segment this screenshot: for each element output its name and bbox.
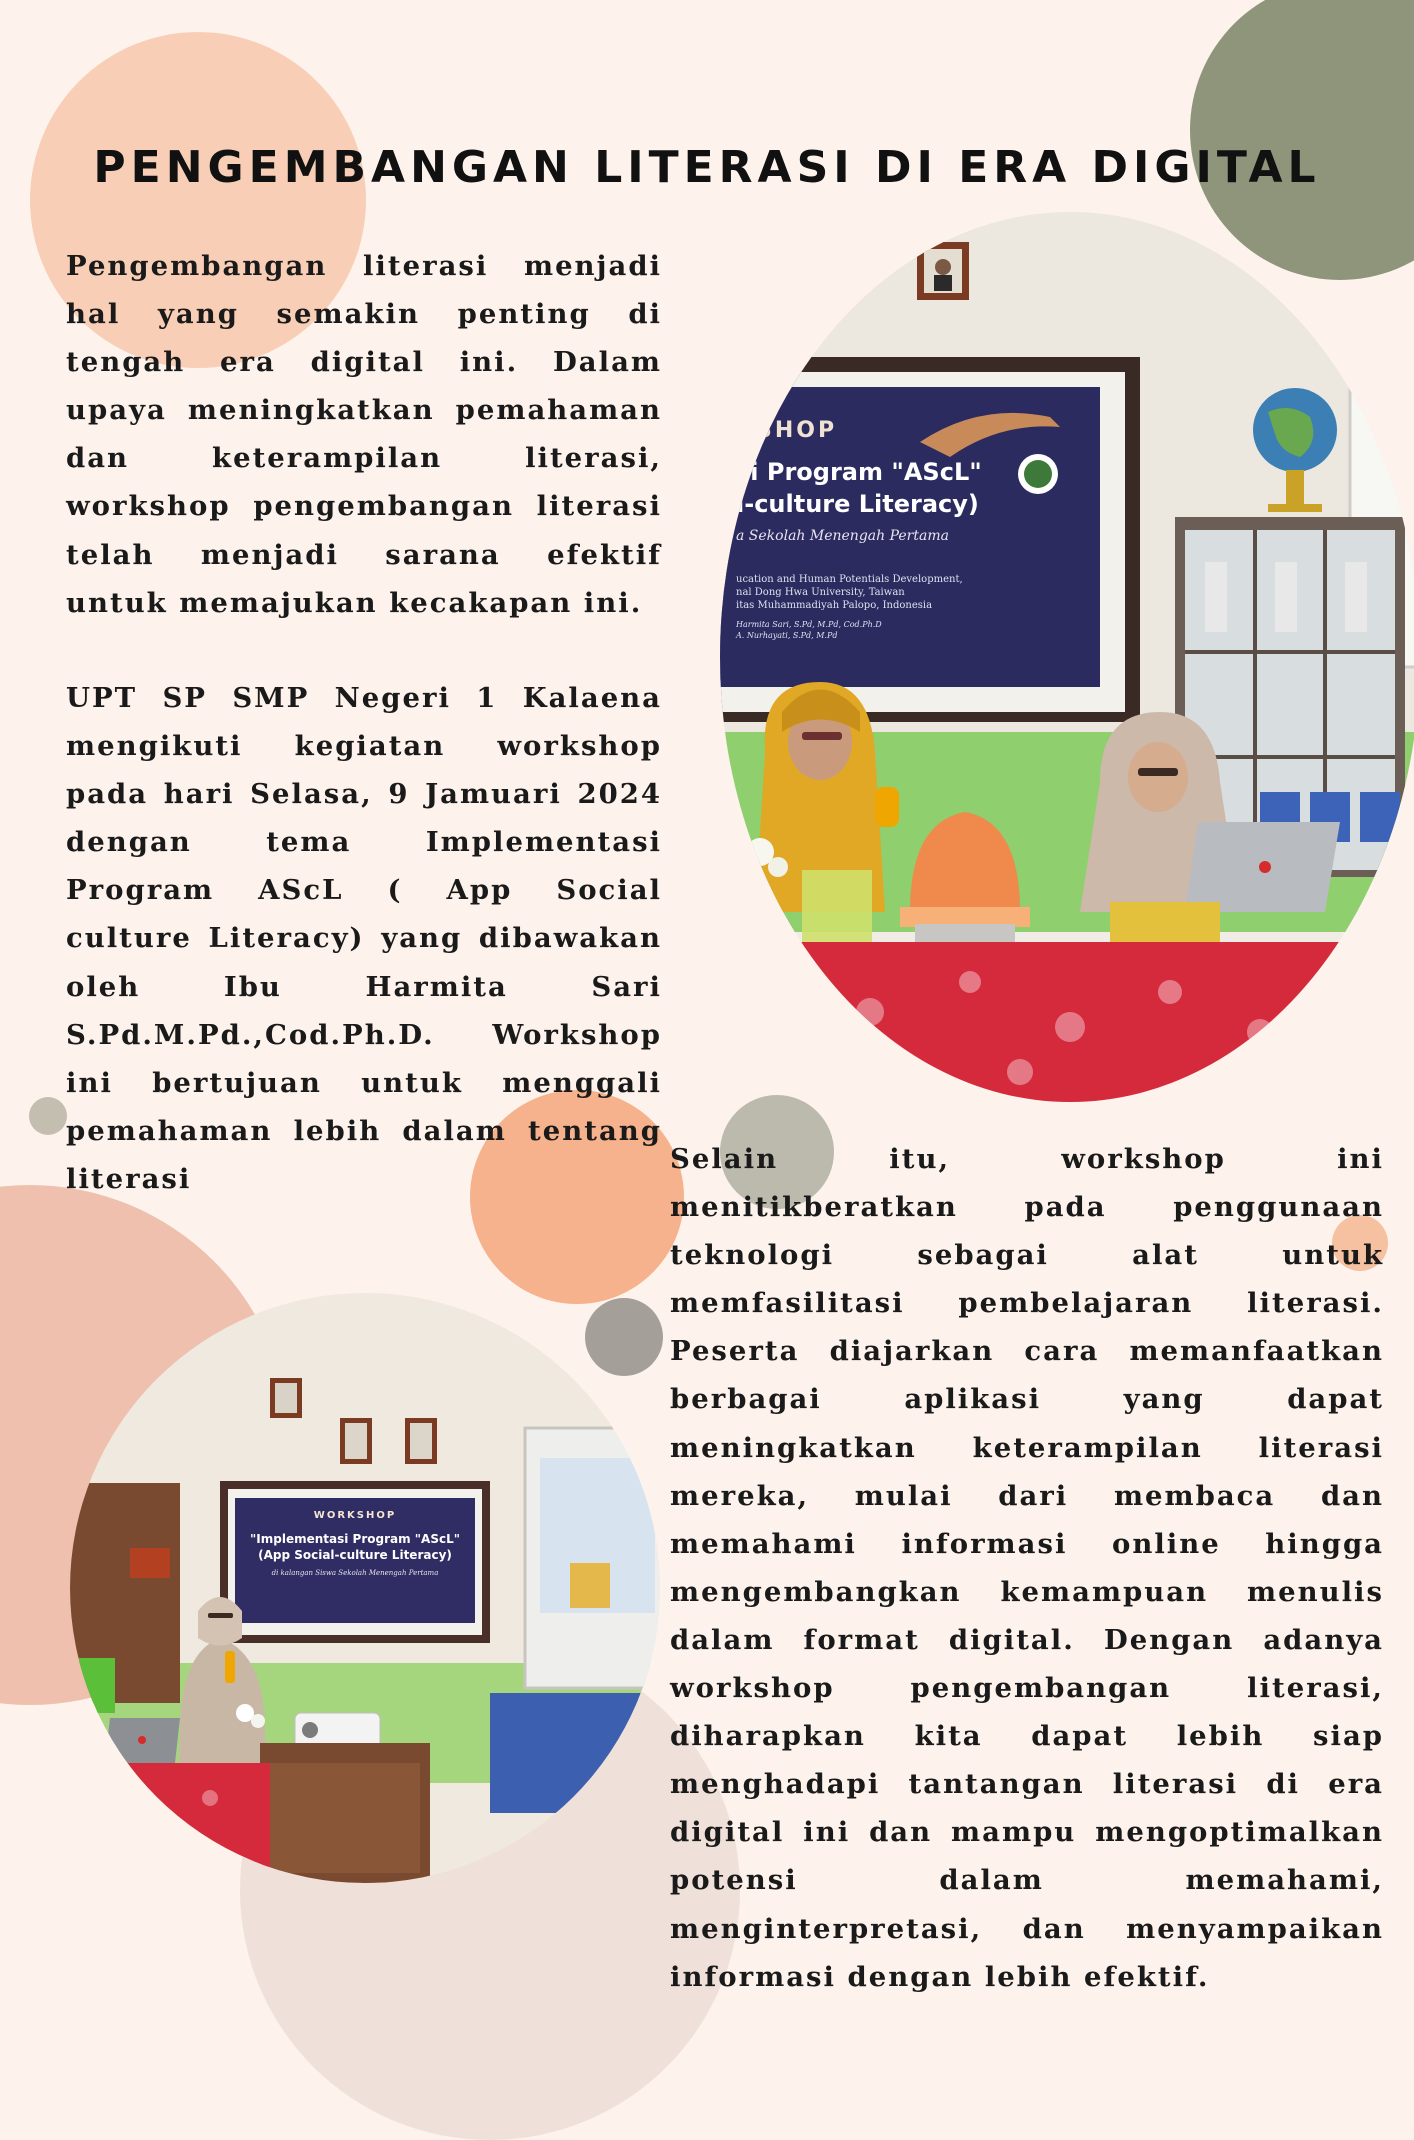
banner2-program-text: "Implementasi Program "AScL"	[250, 1532, 460, 1546]
page-title: PENGEMBANGAN LITERASI DI ERA DIGITAL	[93, 142, 1321, 193]
banner-subtitle-text: a Sekolah Menengah Pertama	[736, 528, 949, 544]
workshop-photo-speakers	[720, 212, 1414, 1102]
technology-paragraph: Selain itu, workshop ini menitikberatkan pada penggunaan teknologi sebagai alat untuk memfasilitasi pembelajaran literasi. Peserta diajarkan cara memanfaatkan berbagai aplikasi yang dapat meningkatkan keterampilan literasi mereka, mulai dari membaca dan memahami informasi online hingga mengembangkan kemampuan menulis dalam format digital. Dengan adanya workshop pengembangan literasi, diharapkan kita dapat lebih siap menghadapi tantangan literasi di era digital ini dan mampu mengoptimalkan potensi dalam memahami, menginterpretasi, dan menyampaikan informasi dengan lebih efektif.	[670, 1143, 1384, 1993]
decor-circle-gray-small	[585, 1298, 663, 1376]
banner-org-line1: ucation and Human Potentials Development,	[736, 574, 963, 585]
decor-circle-small-gray-left	[29, 1097, 67, 1135]
banner-speaker-1: Harmita Sari, S.Pd, M.Pd, Cod.Ph.D	[736, 620, 882, 629]
photo-scene-speakers	[720, 212, 1414, 1102]
banner-speaker-2: A. Nurhayati, S.Pd, M.Pd	[736, 631, 838, 640]
banner-workshop-text: KSHOP	[736, 418, 838, 443]
photo-scene-presenter	[70, 1293, 660, 1883]
banner-org-line2: nal Dong Hwa University, Taiwan	[736, 587, 905, 598]
intro-paragraph: Pengembangan literasi menjadi hal yang semakin penting di tengah era digital ini. Dalam upaya meningkatkan pemahaman dan keterampilan literasi, workshop pengembangan literasi telah menjadi sarana efektif untuk memajukan kecakapan ini.	[66, 250, 662, 619]
banner-program-text: si Program "AScL"	[736, 458, 982, 486]
banner-literacy-text: l-culture Literacy)	[736, 490, 979, 518]
banner-org-line3: itas Muhammadiyah Palopo, Indonesia	[736, 600, 933, 611]
decor-circle-sage-top-right	[1190, 0, 1414, 280]
workshop-photo-presenter	[70, 1293, 660, 1883]
banner2-subtitle-text: di kalangan Siswa Sekolah Menengah Pertama	[271, 1569, 439, 1577]
event-paragraph: UPT SP SMP Negeri 1 Kalaena mengikuti kegiatan workshop pada hari Selasa, 9 Jamuari 2024 dengan tema Implementasi Program AScL ( App Social culture Literacy) yang dibawakan oleh Ibu Harmita Sari S.Pd.M.Pd.,Cod.Ph.D. Workshop ini bertujuan untuk menggali pemahaman lebih dalam tentang literasi	[66, 682, 662, 1195]
banner2-workshop-text: WORKSHOP	[313, 1510, 397, 1521]
banner2-literacy-text: (App Social-culture Literacy)	[258, 1548, 452, 1562]
